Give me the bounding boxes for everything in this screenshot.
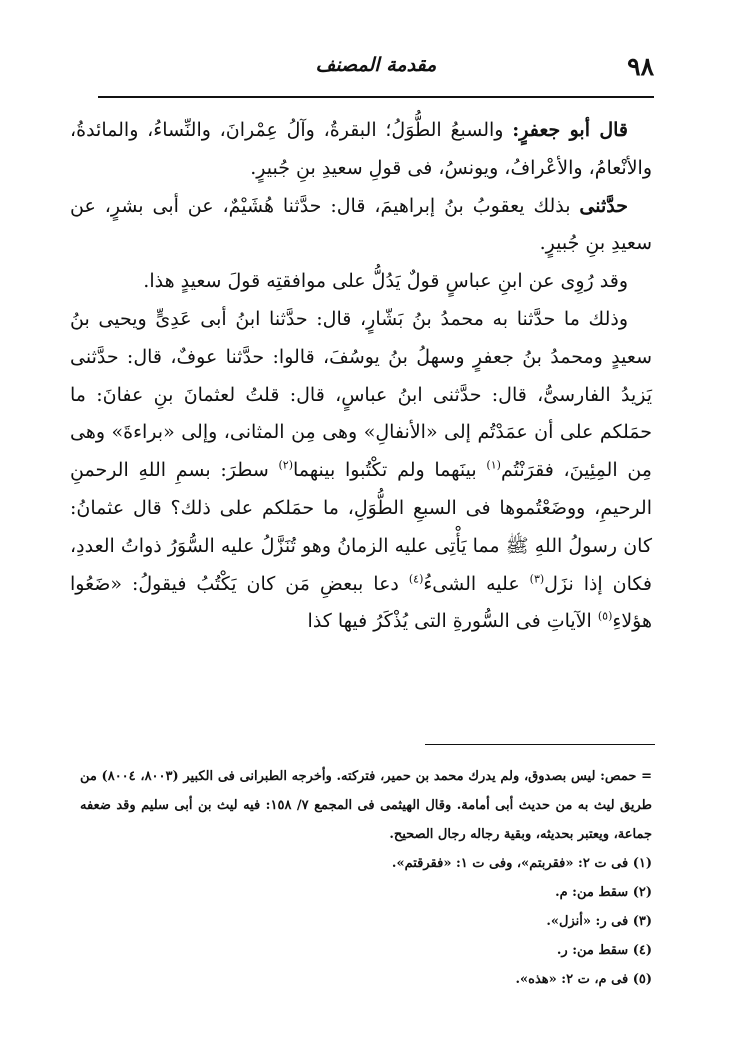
page-number: ٩٨ — [627, 52, 654, 81]
paragraph-1 — [70, 112, 652, 188]
paragraph-text: بذلك يعقوبُ بنُ إبراهيمَ، قال: حدَّثنا هُشَيْمٌ، عن أبى بشرٍ، عن سعيدِ بنِ جُبيرٍ. — [70, 194, 652, 255]
paragraph-text: سطرَ: بسمِ اللهِ الرحمنِ الرحيمِ، ووضَعْتُموها فى السبعِ الطُّوَلِ، ما حمَلكم على ذلك؟ قال عثمانُ: كان رسولُ اللهِ ﷺ مما يَأْتِى عليه الزمانُ وهو تُنَزَّلُ عليه السُّوَرُ ذواتُ العددِ، فكان إذا نزَل — [70, 459, 652, 595]
footnote-5: (٥) فى م، ت ٢: «هذه». — [515, 972, 652, 987]
footnote-ref-2[interactable]: (٢) — [278, 458, 293, 472]
paragraph-text: والسبعُ الطُّوَلُ؛ البقرةُ، وآلُ عِمْرانَ، والنِّساءُ، والمائدةُ، والأنْعامُ، والأعْرافُ، ويونسُ، فى قولِ سعيدِ بنِ جُبيرٍ. — [70, 119, 652, 179]
paragraph-text: عليه الشىءُ — [423, 572, 530, 595]
paragraph-lead: حدَّثنى — [579, 194, 628, 217]
paragraph-text: بينَهما ولم تكْتُبوا بينهما — [292, 459, 487, 482]
paragraph-text: وقد رُوِى عن ابنِ عباسٍ قولٌ يَدُلُّ على موافقتِه قولَ سعيدٍ هذا. — [143, 270, 628, 293]
paragraph-4 — [70, 301, 652, 641]
footnote-4: (٤) سقط من: ر. — [556, 943, 652, 958]
footnote-continuation: = حمص: ليس بصدوق، ولم يدرك محمد بن حمير، فتركته. وأخرجه الطبرانى فى الكبير (٨٠٠٣، ٨٠٠٤) من طريق ليث به من حديث أبى أمامة. وقال الهيثمى فى المجمع ٧/ ١٥٨: فيه ليث بن أبى سليم وقد ضعفه جماعة، ويعتبر بحديثه، وبقية رجاله رجال الصحيح. — [80, 769, 652, 842]
header-divider — [98, 96, 654, 98]
paragraph-text: الآياتِ فى السُّورةِ التى يُذْكَرُ فيها كذا — [307, 610, 598, 633]
footnote-ref-3[interactable]: (٣) — [529, 572, 545, 586]
footnote-ref-1[interactable]: (١) — [486, 458, 501, 472]
paragraph-2 — [70, 188, 652, 264]
paragraph-text: وذلك ما حدَّثنا به محمدُ بنُ بَشّارٍ، قال: حدَّثنا ابنُ أبى عَدِىٍّ ويحيى بنُ سعيدٍ ومحمدُ بنُ جعفرٍ وسهلُ بنُ يوسُفَ، قالوا: حدَّثنا عوفٌ، قال: حدَّثنى يَزيدُ الفارسىُّ، قال: حدَّثنى ابنُ عباسٍ، قال: قلتُ لعثمانَ بنِ عفانَ: ما حمَلكم على أن عمَدْتُم إلى «الأنفالِ» وهى مِن المثانى، وإلى «براءةَ» وهى مِن المِئِينَ، فقرَنْتُم — [70, 307, 652, 482]
footnote-2: (٢) سقط من: م. — [555, 885, 652, 900]
footnote-3: (٣) فى ر: «أنزل». — [546, 914, 652, 929]
running-title: مقدمة المصنف — [315, 54, 437, 76]
footnote-divider — [425, 744, 655, 745]
footnote-1: (١) فى ت ٢: «فقربتم»، وفى ت ١: «فقرقتم». — [391, 856, 652, 871]
paragraph-text: دعا ببعضِ مَن كان يَكْتُبُ فيقولُ: «ضَعُوا هؤلاءِ — [70, 572, 652, 633]
paragraph-lead: قال أبو جعفرٍ: — [512, 119, 629, 141]
footnote-ref-4[interactable]: (٤) — [408, 572, 424, 586]
footnotes — [80, 762, 652, 994]
main-text — [70, 112, 652, 641]
footnote-ref-5[interactable]: (٥) — [597, 610, 613, 624]
page-header — [98, 52, 654, 86]
paragraph-3 — [70, 263, 652, 301]
